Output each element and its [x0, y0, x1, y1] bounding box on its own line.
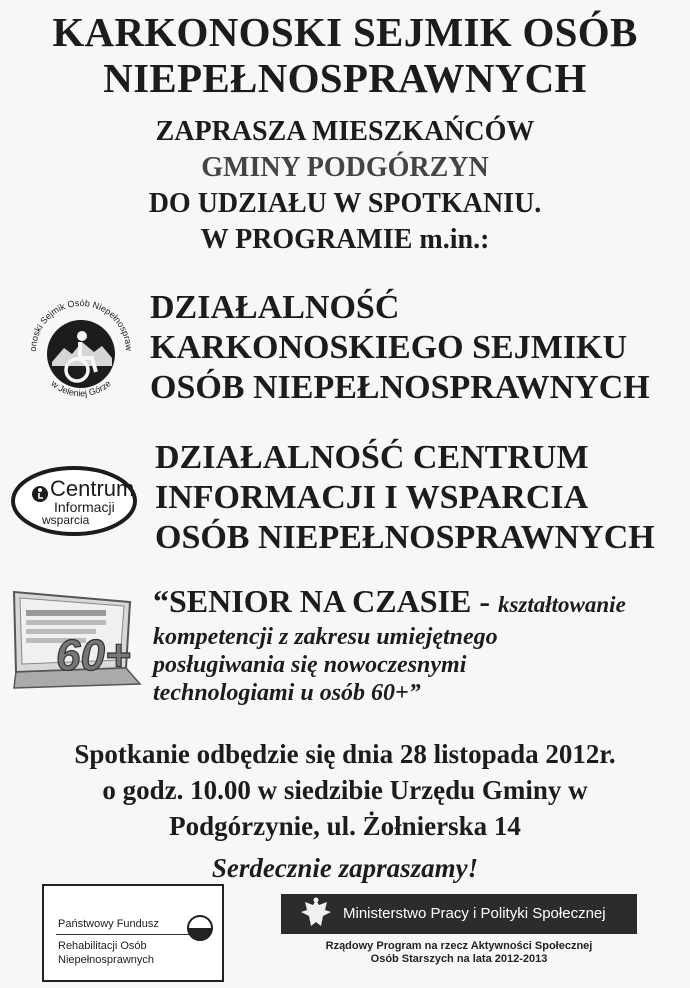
- logo-ring-text-top: onoski Sejmik Osób Niepełnospraw: [27, 297, 135, 352]
- logo-ring-text-bottom: w Jeleniej Górze: [49, 378, 113, 399]
- meeting-line2: o godz. 10.00 w siedzibie Urzędu Gminy w: [102, 775, 588, 805]
- closing-text: Serdecznie zapraszamy!: [211, 853, 479, 883]
- pfron-logo-icon: [186, 914, 214, 942]
- logo-word-informacji: Informacji: [54, 499, 115, 515]
- invitation-line4: W PROGRAMIE m.in.:: [200, 224, 490, 255]
- senior-line3: posługiwania się nowoczesnymi: [153, 652, 467, 678]
- pfron-divider: [56, 934, 204, 935]
- pfron-line1: Państwowy Fundusz: [58, 918, 159, 930]
- senior-title-main: “SENIOR NA CZASIE -: [153, 583, 490, 619]
- program-item1-line1: DZIAŁALNOŚĆ: [150, 289, 400, 326]
- program-item2-line3: OSÓB NIEPEŁNOSPRAWNYCH: [155, 519, 655, 556]
- pfron-lines: [58, 939, 154, 967]
- senior-line4: technologiami u osób 60+”: [153, 680, 421, 706]
- logo-word-centrum: Centrum: [50, 476, 135, 501]
- program-item1-line3: OSÓB NIEPEŁNOSPRAWNYCH: [150, 369, 650, 406]
- program-item1-text: [150, 288, 650, 408]
- program-item3-text: [153, 583, 683, 707]
- program-item2-line1: DZIAŁALNOŚĆ CENTRUM: [155, 439, 589, 476]
- program-caption-line1: Rządowy Program na rzecz Aktywności Społecznej: [325, 940, 593, 952]
- logo-word-wsparcia: wsparcia: [42, 513, 90, 527]
- meeting-line1: Spotkanie odbędzie się dnia 28 listopada 2012r.: [74, 739, 616, 769]
- invitation-line1: ZAPRASZA MIESZKAŃCÓW: [155, 116, 535, 147]
- meeting-line3: Podgórzynie, ul. Żołnierska 14: [169, 811, 521, 841]
- senior-line2: kompetencji z zakresu umiejętnego: [153, 624, 498, 650]
- poster-title-line1: KARKONOSKI SEJMIK OSÓB: [52, 9, 638, 55]
- poster-title-line2: NIEPEŁNOSPRAWNYCH: [103, 55, 587, 101]
- invitation-line3: DO UDZIAŁU W SPOTKANIU.: [148, 188, 542, 219]
- invitation-line2: GMINY PODGÓRZYN: [201, 152, 489, 183]
- program-caption-line2: Osób Starszych na lata 2012-2013: [370, 953, 548, 965]
- program-item2-line2: INFORMACJI I WSPARCIA: [155, 479, 589, 516]
- wheelchair-logo-icon: [22, 292, 140, 410]
- eagle-emblem-icon: [299, 896, 333, 932]
- program-item2-text: [155, 438, 655, 558]
- senior-title-italic: kształtowanie: [497, 592, 626, 617]
- info-center-logo-icon: [10, 464, 138, 538]
- senior-title: [153, 583, 683, 623]
- ministry-name: Ministerstwo Pracy i Polityki Społecznej: [343, 905, 606, 922]
- pfron-line2: Rehabilitacji Osób: [58, 940, 147, 952]
- program-item1-line2: KARKONOSKIEGO SEJMIKU: [150, 329, 628, 366]
- pfron-logo: [42, 884, 224, 982]
- ministry-banner: [281, 894, 637, 934]
- senior-computer-icon: [10, 588, 145, 690]
- pfron-line3: Niepełnosprawnych: [58, 954, 154, 966]
- logo-sixty-plus: 60+: [56, 631, 131, 680]
